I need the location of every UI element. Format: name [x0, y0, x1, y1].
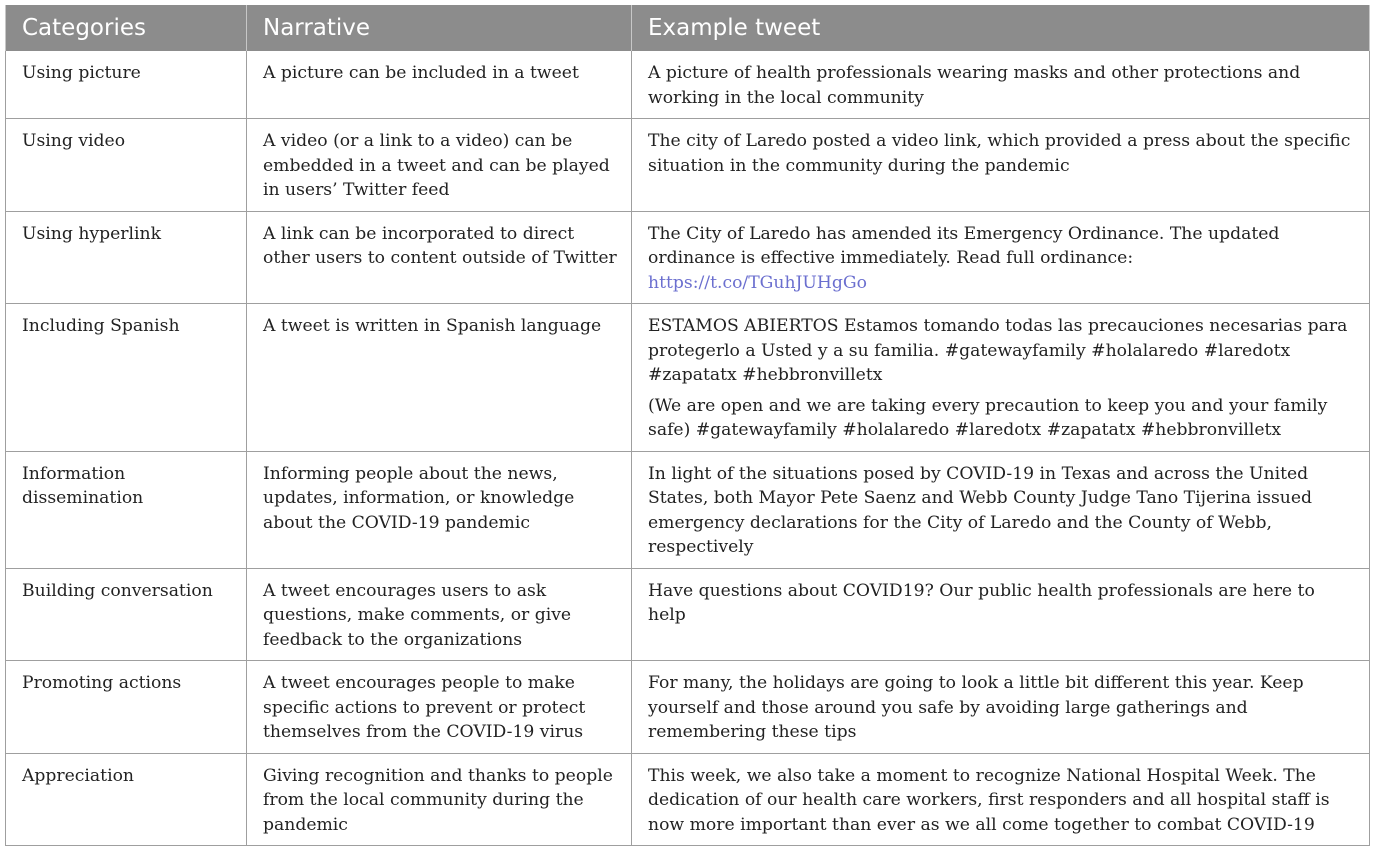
- narrative-cell: A picture can be included in a tweet: [247, 51, 632, 119]
- table-row: [6, 451, 1370, 568]
- narrative-cell: A tweet is written in Spanish language: [247, 304, 632, 452]
- category-cell: Using picture: [6, 51, 247, 119]
- header-categories: Categories: [6, 5, 247, 51]
- example-cell: Have questions about COVID19? Our public health professionals are here to help: [632, 568, 1370, 661]
- example-spanish-text: ESTAMOS ABIERTOS Estamos tomando todas las precauciones necesarias para protegerlo a Usted y a su familia. #gatewayfamily #holalaredo #laredotx #zapatatx #hebbronvilletx: [648, 316, 1348, 385]
- example-cell: In light of the situations posed by COVID-19 in Texas and across the United States, both Mayor Pete Saenz and Webb County Judge Tano Tijerina issued emergency declarations for the City of Laredo and the County of Webb, respectively: [632, 451, 1370, 568]
- header-example-tweet: Example tweet: [632, 5, 1370, 51]
- example-cell: This week, we also take a moment to recognize National Hospital Week. The dedication of our health care workers, first responders and all hospital staff is now more important than ever as we all come together to combat COVID-19: [632, 753, 1370, 846]
- example-translation-text: (We are open and we are taking every precaution to keep you and your family safe) #gatewayfamily #holalaredo #laredotx #zapatatx #hebbronvilletx: [648, 395, 1328, 440]
- narrative-cell: A link can be incorporated to direct other users to content outside of Twitter: [247, 211, 632, 304]
- narrative-cell: Giving recognition and thanks to people from the local community during the pandemic: [247, 753, 632, 846]
- example-cell: For many, the holidays are going to look a little bit different this year. Keep yourself and those around you safe by avoiding large gatherings and remembering these tips: [632, 661, 1370, 754]
- table-row: [6, 304, 1370, 452]
- narrative-cell: Informing people about the news, updates, information, or knowledge about the COVID-19 pandemic: [247, 451, 632, 568]
- table-row: [6, 211, 1370, 304]
- example-cell: The city of Laredo posted a video link, which provided a press about the specific situation in the community during the pandemic: [632, 119, 1370, 212]
- example-cell: [632, 211, 1370, 304]
- category-cell: Promoting actions: [6, 661, 247, 754]
- category-cell: Including Spanish: [6, 304, 247, 452]
- example-cell: A picture of health professionals wearing masks and other protections and working in the local community: [632, 51, 1370, 119]
- narrative-cell: A video (or a link to a video) can be embedded in a tweet and can be played in users’ Twitter feed: [247, 119, 632, 212]
- table-row: [6, 661, 1370, 754]
- category-cell: Building conversation: [6, 568, 247, 661]
- category-cell: Appreciation: [6, 753, 247, 846]
- example-text: The City of Laredo has amended its Emergency Ordinance. The updated ordinance is effective immediately. Read full ordinance:: [648, 223, 1280, 268]
- table-row: [6, 51, 1370, 119]
- table-row: [6, 753, 1370, 846]
- table-row: [6, 568, 1370, 661]
- categories-table-container: [5, 5, 1369, 846]
- narrative-cell: A tweet encourages people to make specific actions to prevent or protect themselves from the COVID-19 virus: [247, 661, 632, 754]
- example-cell: [632, 304, 1370, 452]
- table-header-row: [6, 5, 1370, 51]
- header-narrative: Narrative: [247, 5, 632, 51]
- category-cell: Information dissemination: [6, 451, 247, 568]
- narrative-cell: A tweet encourages users to ask questions, make comments, or give feedback to the organizations: [247, 568, 632, 661]
- category-cell: Using hyperlink: [6, 211, 247, 304]
- category-cell: Using video: [6, 119, 247, 212]
- tweet-link[interactable]: https://t.co/TGuhJUHgGo: [648, 272, 867, 293]
- table-row: [6, 119, 1370, 212]
- categories-table: [5, 5, 1370, 846]
